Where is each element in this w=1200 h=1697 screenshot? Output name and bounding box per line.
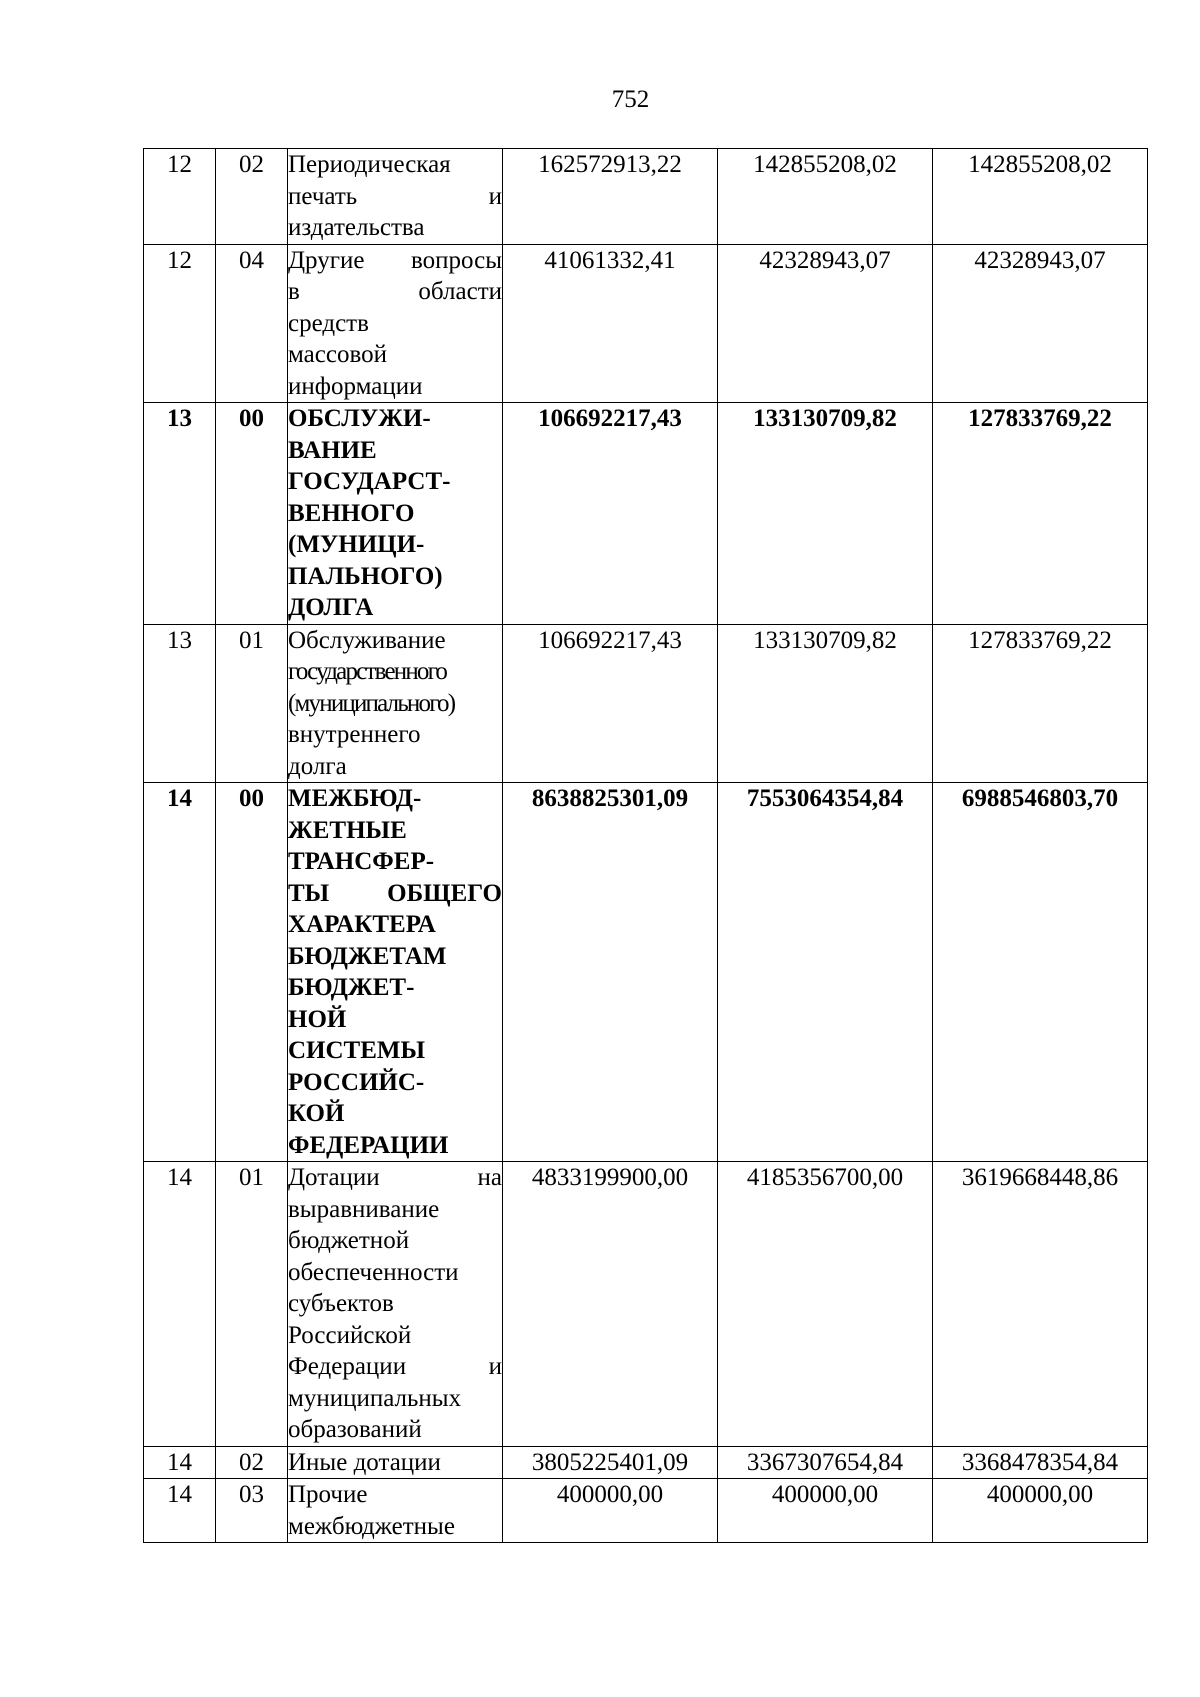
item-name-cell [288,403,503,625]
value-cell-3: 142855208,02 [933,149,1148,245]
item-name-line: субъектов [288,1290,394,1317]
value-cell-3: 127833769,22 [933,624,1148,783]
item-name-line: МЕЖБЮД- [288,785,422,812]
item-name-line: межбюджетные [288,1512,455,1540]
value-cell-3: 400000,00 [933,1479,1148,1543]
section-code-cell: 13 [144,403,216,625]
item-name-line: Другие вопросы [288,246,502,274]
item-name-line: БЮДЖЕТАМ [288,942,447,970]
table-row [144,783,1148,1162]
table-row [144,149,1148,245]
value-cell-1: 4833199900,00 [503,1162,718,1447]
value-cell-3: 6988546803,70 [933,783,1148,1162]
value-cell-2: 142855208,02 [718,149,933,245]
value-cell-1: 8638825301,09 [503,783,718,1162]
item-name-line: печать и [288,182,502,210]
item-name-line: РОССИЙС- [288,1068,425,1096]
value-cell-2: 133130709,82 [718,403,933,625]
item-name-line: ТРАНСФЕР- [288,848,435,875]
item-name-line: бюджетной [288,1227,410,1254]
item-name-line: Обслуживание [288,626,446,654]
item-name-line: НОЙ [288,1005,347,1033]
value-cell-2: 3367307654,84 [718,1446,933,1479]
item-name-line: ХАРАКТЕРА [288,911,436,938]
section-code-cell: 12 [144,244,216,403]
item-name-line: СИСТЕМЫ [288,1037,426,1064]
value-cell-1: 3805225401,09 [503,1446,718,1479]
section-code-cell: 14 [144,783,216,1162]
item-name-line: долга [288,752,347,780]
value-cell-2: 4185356700,00 [718,1162,933,1447]
value-cell-3: 3368478354,84 [933,1446,1148,1479]
item-name-line: Прочие [288,1481,368,1508]
value-cell-3: 42328943,07 [933,244,1148,403]
value-cell-1: 41061332,41 [503,244,718,403]
value-cell-3: 3619668448,86 [933,1162,1148,1447]
item-name-line: ВЕННОГО [288,499,415,527]
item-name-line: внутреннего [288,721,421,748]
section-code-cell: 14 [144,1446,216,1479]
item-name-cell [288,1479,503,1543]
page-number: 752 [611,86,650,113]
item-name-line: муниципальных [288,1384,462,1412]
item-name-line: ВАНИЕ [288,436,377,464]
item-name-line: образований [288,1416,422,1443]
item-name-line: ПАЛЬНОГО) [288,562,443,590]
table-row [144,1162,1148,1447]
item-name-line: (муниципального) [288,689,455,717]
item-name-line: средств [288,309,369,337]
item-name-line: (МУНИЦИ- [288,531,425,558]
subsection-code-cell: 00 [216,783,288,1162]
item-name-line: ЖЕТНЫЕ [288,816,407,844]
item-name-line: Дотации на [288,1164,502,1191]
subsection-code-cell: 01 [216,624,288,783]
subsection-code-cell: 00 [216,403,288,625]
item-name-line: ТЫ ОБЩЕГО [288,879,502,907]
value-cell-3: 127833769,22 [933,403,1148,625]
subsection-code-cell: 02 [216,1446,288,1479]
table-row [144,1479,1148,1543]
value-cell-2: 42328943,07 [718,244,933,403]
item-name-line: государственного [288,658,447,685]
item-name-line: ДОЛГА [288,594,374,621]
item-name-cell [288,149,503,245]
subsection-code-cell: 02 [216,149,288,245]
value-cell-1: 106692217,43 [503,624,718,783]
table-row [144,1446,1148,1479]
section-code-cell: 12 [144,149,216,245]
item-name-line: обеспеченности [288,1258,459,1286]
table-row [144,403,1148,625]
item-name-line: БЮДЖЕТ- [288,974,415,1001]
item-name-line: Иные дотации [288,1448,441,1476]
value-cell-1: 106692217,43 [503,403,718,625]
item-name-line: информации [288,372,423,400]
item-name-line: массовой [288,341,387,368]
item-name-line: ФЕДЕРАЦИИ [288,1131,449,1159]
item-name-line: выравнивание [288,1195,440,1223]
item-name-line: ГОСУДАРСТ- [288,468,451,495]
item-name-cell [288,624,503,783]
value-cell-2: 133130709,82 [718,624,933,783]
value-cell-2: 400000,00 [718,1479,933,1543]
item-name-line: Периодическая [288,151,451,178]
item-name-line: издательства [288,214,425,241]
item-name-cell [288,1162,503,1447]
value-cell-1: 400000,00 [503,1479,718,1543]
item-name-line: Российской [288,1321,412,1349]
item-name-line: Федерации и [288,1353,502,1380]
item-name-cell [288,1446,503,1479]
item-name-line: в области [288,278,502,305]
subsection-code-cell: 04 [216,244,288,403]
item-name-cell [288,783,503,1162]
section-code-cell: 14 [144,1162,216,1447]
section-code-cell: 13 [144,624,216,783]
item-name-line: КОЙ [288,1100,345,1127]
item-name-cell [288,244,503,403]
budget-table [143,148,1148,1543]
subsection-code-cell: 03 [216,1479,288,1543]
table-row [144,624,1148,783]
subsection-code-cell: 01 [216,1162,288,1447]
table-row [144,244,1148,403]
section-code-cell: 14 [144,1479,216,1543]
item-name-line: ОБСЛУЖИ- [288,405,431,432]
value-cell-1: 162572913,22 [503,149,718,245]
budget-table-body [144,149,1148,1543]
value-cell-2: 7553064354,84 [718,783,933,1162]
